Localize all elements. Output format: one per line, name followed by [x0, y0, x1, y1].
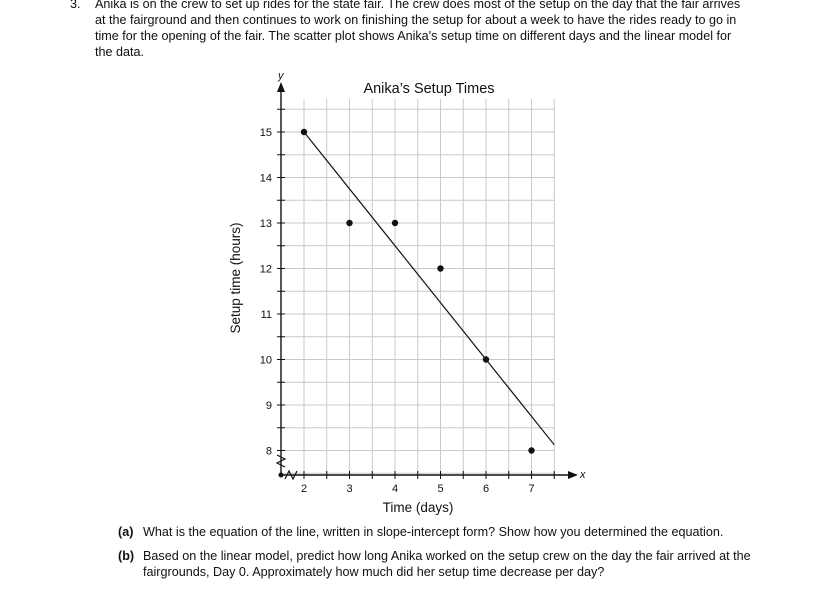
- part-text: Based on the linear model, predict how long Anika worked on the setup crew on the day the fair arrived at the fairgrounds, Day 0. Approximately how much did her setup time decrease per day?: [143, 549, 751, 579]
- y-axis-letter: y: [278, 70, 284, 82]
- axes: [277, 82, 578, 479]
- y-tick-label: 14: [259, 172, 272, 185]
- y-tick-label: 15: [259, 127, 272, 139]
- x-tick-label: 5: [437, 483, 444, 495]
- data-point: [437, 265, 443, 271]
- x-axis-letter: x: [580, 469, 586, 481]
- y-tick-label: 8: [265, 445, 272, 458]
- data-point: [392, 220, 398, 226]
- data-point: [483, 356, 489, 362]
- y-tick-label: 13: [259, 218, 272, 230]
- grid: [283, 99, 555, 473]
- question-parts: [118, 524, 758, 588]
- x-tick-label: 3: [346, 483, 353, 495]
- part-label: (b): [118, 549, 135, 563]
- y-tick-label: 12: [259, 263, 272, 276]
- x-tick-label: 2: [300, 483, 308, 495]
- question-part-a: [118, 524, 758, 540]
- data-point: [301, 129, 307, 135]
- x-tick-label: 6: [482, 483, 490, 495]
- y-tick-label: 11: [260, 309, 272, 321]
- x-tick-label: 4: [391, 483, 399, 495]
- x-axis-title: Time (days): [382, 500, 454, 515]
- y-axis-title: Setup time (hours): [228, 222, 243, 334]
- problem-stem: Anika is on the crew to set up rides for the state fair. The crew does most of the setup on the day that the fair arrives at the fairground and then continues to work on finishing the setup for about a week to have the rides ready to go in time for the opening of the fair. The scatter plot shows Anika's setup time on different days and the linear model for the data.: [95, 0, 741, 59]
- trend-line: [304, 132, 554, 445]
- trend-line-layer: [304, 132, 554, 445]
- data-point: [346, 220, 352, 226]
- part-text: What is the equation of the line, written in slope-intercept form? Show how you determined the equation.: [143, 525, 724, 539]
- origin-dot: [279, 473, 284, 478]
- problem-number: 3.: [70, 0, 81, 11]
- y-tick-label: 9: [265, 400, 272, 412]
- y-axis-arrow-icon: [277, 82, 285, 92]
- y-axis-break-icon: [277, 455, 285, 467]
- chart-title: Anika’s Setup Times: [363, 81, 495, 97]
- x-tick-label: 7: [528, 483, 535, 495]
- x-axis-break-icon: [285, 471, 297, 479]
- x-axis-arrow-icon: [568, 471, 578, 479]
- data-point: [528, 447, 534, 453]
- part-label: (a): [118, 525, 134, 539]
- y-tick-label: 10: [259, 354, 272, 367]
- question-part-b: [118, 548, 758, 580]
